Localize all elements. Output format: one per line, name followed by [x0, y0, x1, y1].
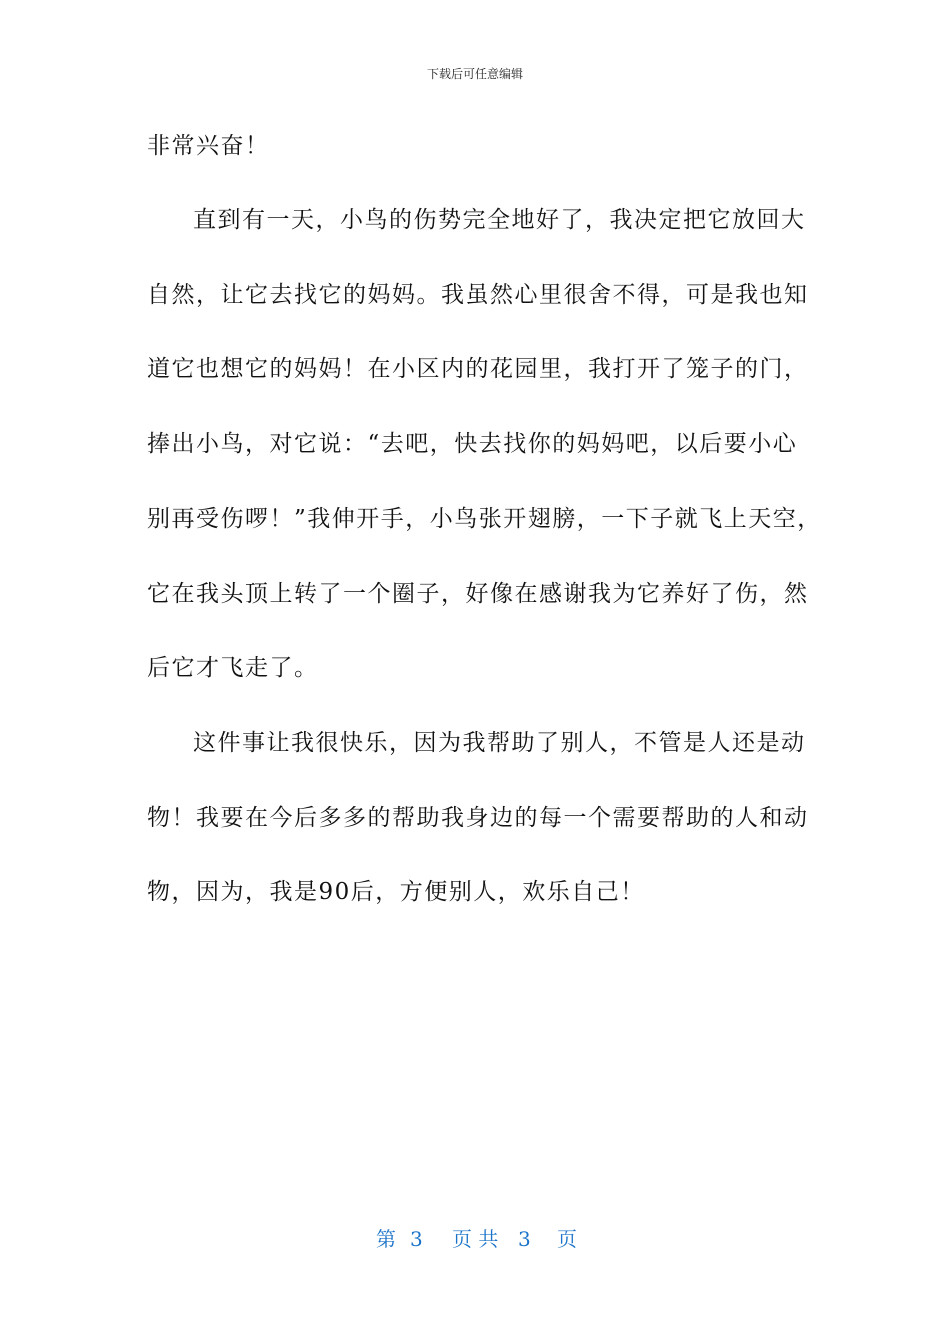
page-header-note: 下载后可任意编辑 — [426, 67, 523, 81]
page-label-suffix: 页 — [557, 1227, 577, 1251]
page-label-middle: 页 共 — [452, 1227, 499, 1251]
current-page-number: 3 — [410, 1227, 423, 1251]
text-line: 道它也想它的妈妈！在小区内的花园里，我打开了笼子的门， — [147, 356, 809, 382]
total-pages-number: 3 — [518, 1227, 531, 1251]
text-line: 别再受伤啰！”我伸开手，小鸟张开翅膀，一下子就飞上天空， — [147, 506, 822, 532]
text-line: 直到有一天，小鸟的伤势完全地好了，我决定把它放回大 — [193, 207, 806, 233]
text-line: 物，因为，我是90后，方便别人，欢乐自己！ — [147, 879, 645, 905]
text-line: 捧出小鸟，对它说：“去吧，快去找你的妈妈吧，以后要小心 — [147, 431, 798, 457]
text-line: 它在我头顶上转了一个圈子，好像在感谢我为它养好了伤，然 — [147, 581, 809, 607]
text-line: 这件事让我很快乐，因为我帮助了别人，不管是人还是动 — [193, 730, 806, 756]
page-footer — [0, 1226, 950, 1252]
text-line: 物！我要在今后多多的帮助我身边的每一个需要帮助的人和动 — [147, 805, 809, 831]
text-line: 后它才飞走了。 — [147, 655, 319, 681]
text-line: 自然，让它去找它的妈妈。我虽然心里很舍不得，可是我也知 — [147, 282, 809, 308]
text-line: 非常兴奋！ — [147, 133, 270, 159]
page-label-prefix: 第 — [376, 1227, 396, 1251]
